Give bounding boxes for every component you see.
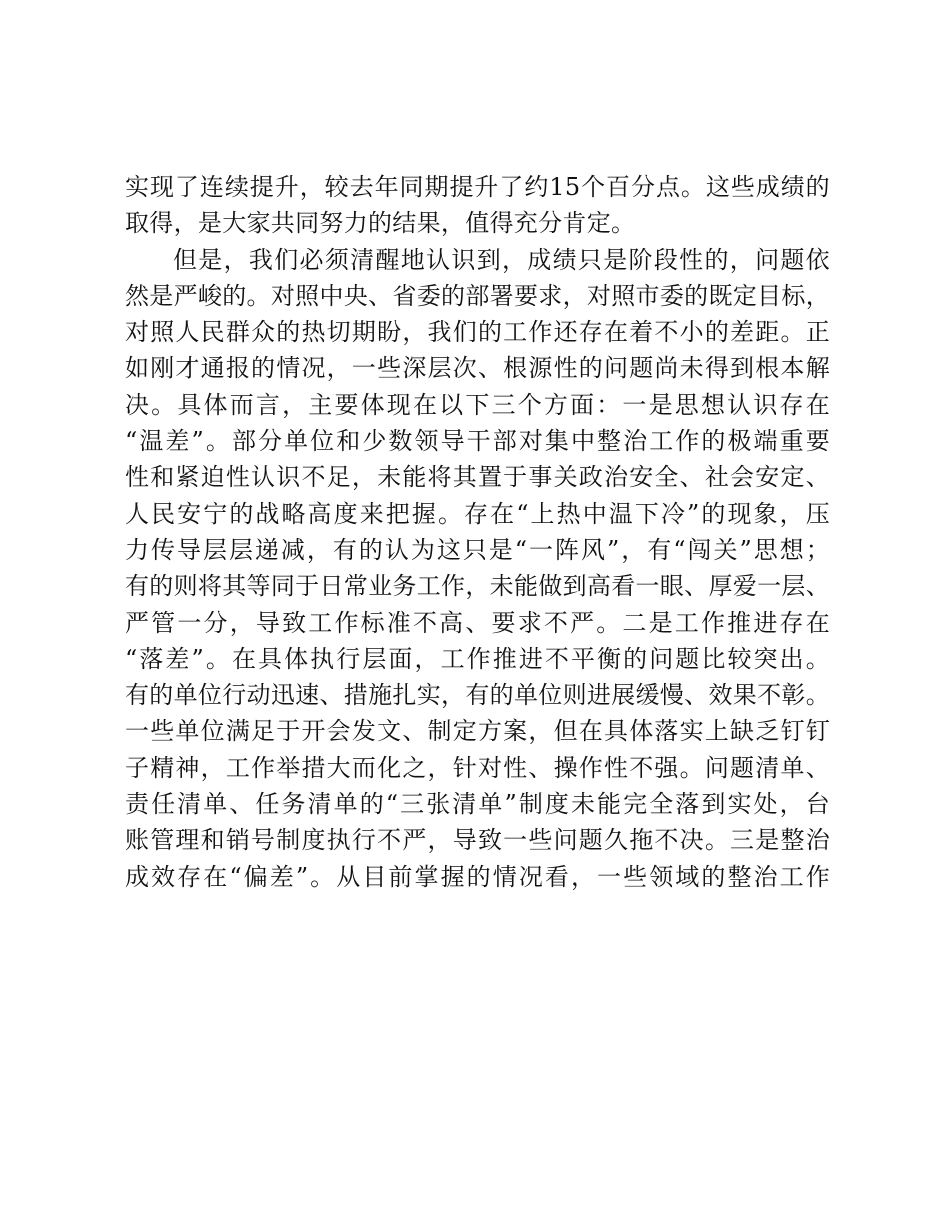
text-line: 对照人民群众的热切期盼，我们的工作还存在着不小的差距。正 [125,318,830,347]
text-line: 取得，是大家共同努力的结果，值得充分肯定。 [125,209,636,238]
text-line: 一些单位满足于开会发文、制定方案，但在具体落实上缺乏钉钉 [125,717,830,746]
body-text [125,169,830,895]
text-line: 有的则将其等同于日常业务工作，未能做到高看一眼、厚爱一层、 [125,572,830,601]
text-line: 然是严峻的。对照中央、省委的部署要求，对照市委的既定目标， [125,281,830,310]
text-line: 实现了连续提升，较去年同期提升了约15个百分点。这些成绩的 [125,173,830,201]
text-line: 有的单位行动迅速、措施扎实，有的单位则进展缓慢、效果不彰。 [125,681,830,710]
text-line: 人民安宁的战略高度来把握。存在“上热中温下冷”的现象，压 [125,499,830,528]
text-line-indented: 但是，我们必须清醒地认识到，成绩只是阶段性的，问题依 [173,245,830,274]
text-line: 性和紧迫性认识不足，未能将其置于事关政治安全、社会安定、 [125,463,830,492]
text-line: 责任清单、任务清单的“三张清单”制度未能完全落到实处，台 [125,790,830,819]
text-line: 子精神，工作举措大而化之，针对性、操作性不强。问题清单、 [125,753,830,782]
text-line: 严管一分，导致工作标准不高、要求不严。二是工作推进存在 [125,608,830,637]
text-line: 决。具体而言，主要体现在以下三个方面：一是思想认识存在 [125,390,830,419]
text-line: 成效存在“偏差”。从目前掌握的情况看，一些领域的整治工作 [125,862,830,891]
text-line: 账管理和销号制度执行不严，导致一些问题久拖不决。三是整治 [125,826,830,855]
text-line: “落差”。在具体执行层面，工作推进不平衡的问题比较突出。 [125,644,830,673]
text-line: “温差”。部分单位和少数领导干部对集中整治工作的极端重要 [125,427,830,456]
text-line: 力传导层层递减，有的认为这只是“一阵风”，有“闯关”思想； [125,535,830,564]
text-line: 如刚才通报的情况，一些深层次、根源性的问题尚未得到根本解 [125,354,830,383]
